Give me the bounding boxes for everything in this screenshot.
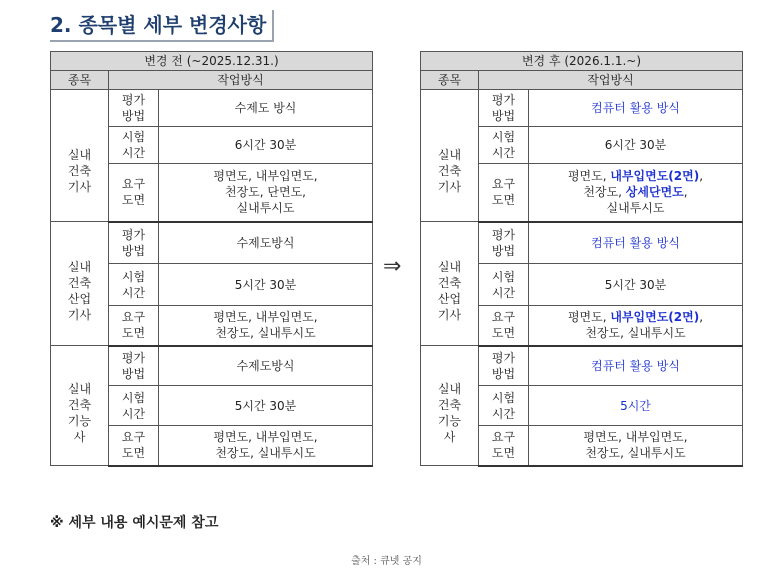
value-cell: 평면도, 내부입면도, 천장도, 단면도, 실내투시도 [159, 164, 373, 222]
value-part-highlight: 내부입면도(2면) [610, 169, 700, 184]
after-col-method: 작업방식 [479, 71, 743, 90]
value-cell: 5시간 30분 [529, 264, 743, 306]
source-caption: 출처 : 큐넷 공지 [351, 556, 422, 567]
value-part-highlight: 내부입면도(2면) [610, 310, 700, 325]
item-cell: 평가 방법 [109, 90, 159, 127]
arrow-icon: ⇒ [383, 254, 402, 279]
item-cell: 요구 도면 [479, 164, 529, 222]
value-cell [529, 306, 743, 346]
item-cell: 평가 방법 [479, 222, 529, 264]
value-cell: 6시간 30분 [159, 127, 373, 164]
category-cell: 실내 건축 기사 [51, 90, 109, 222]
value-part: 평면도, [567, 310, 611, 325]
value-cell: 5시간 [529, 386, 743, 426]
item-cell: 평가 방법 [479, 346, 529, 386]
value-cell: 평면도, 내부입면도, 천장도, 실내투시도 [529, 426, 743, 466]
value-part: , [699, 310, 704, 325]
value-cell: 컴퓨터 활용 방식 [529, 222, 743, 264]
item-cell: 시험 시간 [479, 264, 529, 306]
value-part: 천장도, 실내투시도 [585, 326, 686, 341]
before-table [50, 51, 373, 467]
value-cell: 6시간 30분 [529, 127, 743, 164]
item-cell: 시험 시간 [479, 386, 529, 426]
before-col-method: 작업방식 [109, 71, 373, 90]
value-cell: 5시간 30분 [159, 264, 373, 306]
value-part: 실내투시도 [606, 201, 665, 216]
value-cell: 컴퓨터 활용 방식 [529, 346, 743, 386]
value-cell: 수제도방식 [159, 222, 373, 264]
value-part: , [683, 185, 688, 200]
after-header: 변경 후 (2026.1.1.~) [421, 52, 743, 71]
value-cell [529, 164, 743, 222]
item-cell: 요구 도면 [109, 426, 159, 466]
before-col-jongmok: 종목 [51, 71, 109, 90]
value-cell: 평면도, 내부입면도, 천장도, 실내투시도 [159, 306, 373, 346]
value-cell: 컴퓨터 활용 방식 [529, 90, 743, 127]
category-cell: 실내 건축 기능 사 [421, 346, 479, 466]
value-part: , [699, 169, 704, 184]
item-cell: 평가 방법 [109, 222, 159, 264]
value-cell: 수제도방식 [159, 346, 373, 386]
value-cell: 5시간 30분 [159, 386, 373, 426]
item-cell: 시험 시간 [479, 127, 529, 164]
reference-note: ※ 세부 내용 예시문제 참고 [50, 515, 219, 531]
before-header: 변경 전 (~2025.12.31.) [51, 52, 373, 71]
item-cell: 평가 방법 [109, 346, 159, 386]
section-title: 2. 종목별 세부 변경사항 [50, 10, 274, 42]
item-cell: 요구 도면 [109, 306, 159, 346]
item-cell: 요구 도면 [479, 426, 529, 466]
after-col-jongmok: 종목 [421, 71, 479, 90]
category-cell: 실내 건축 기사 [421, 90, 479, 222]
value-cell: 수제도 방식 [159, 90, 373, 127]
category-cell: 실내 건축 기능 사 [51, 346, 109, 466]
item-cell: 요구 도면 [109, 164, 159, 222]
item-cell: 시험 시간 [109, 127, 159, 164]
item-cell: 요구 도면 [479, 306, 529, 346]
category-cell: 실내 건축 산업 기사 [421, 222, 479, 346]
after-table [420, 51, 743, 467]
category-cell: 실내 건축 산업 기사 [51, 222, 109, 346]
item-cell: 평가 방법 [479, 90, 529, 127]
value-part: 천장도, [583, 185, 622, 200]
item-cell: 시험 시간 [109, 386, 159, 426]
value-part: 평면도, [567, 169, 611, 184]
value-cell: 평면도, 내부입면도, 천장도, 실내투시도 [159, 426, 373, 466]
value-part-highlight: 상세단면도 [625, 185, 684, 200]
item-cell: 시험 시간 [109, 264, 159, 306]
